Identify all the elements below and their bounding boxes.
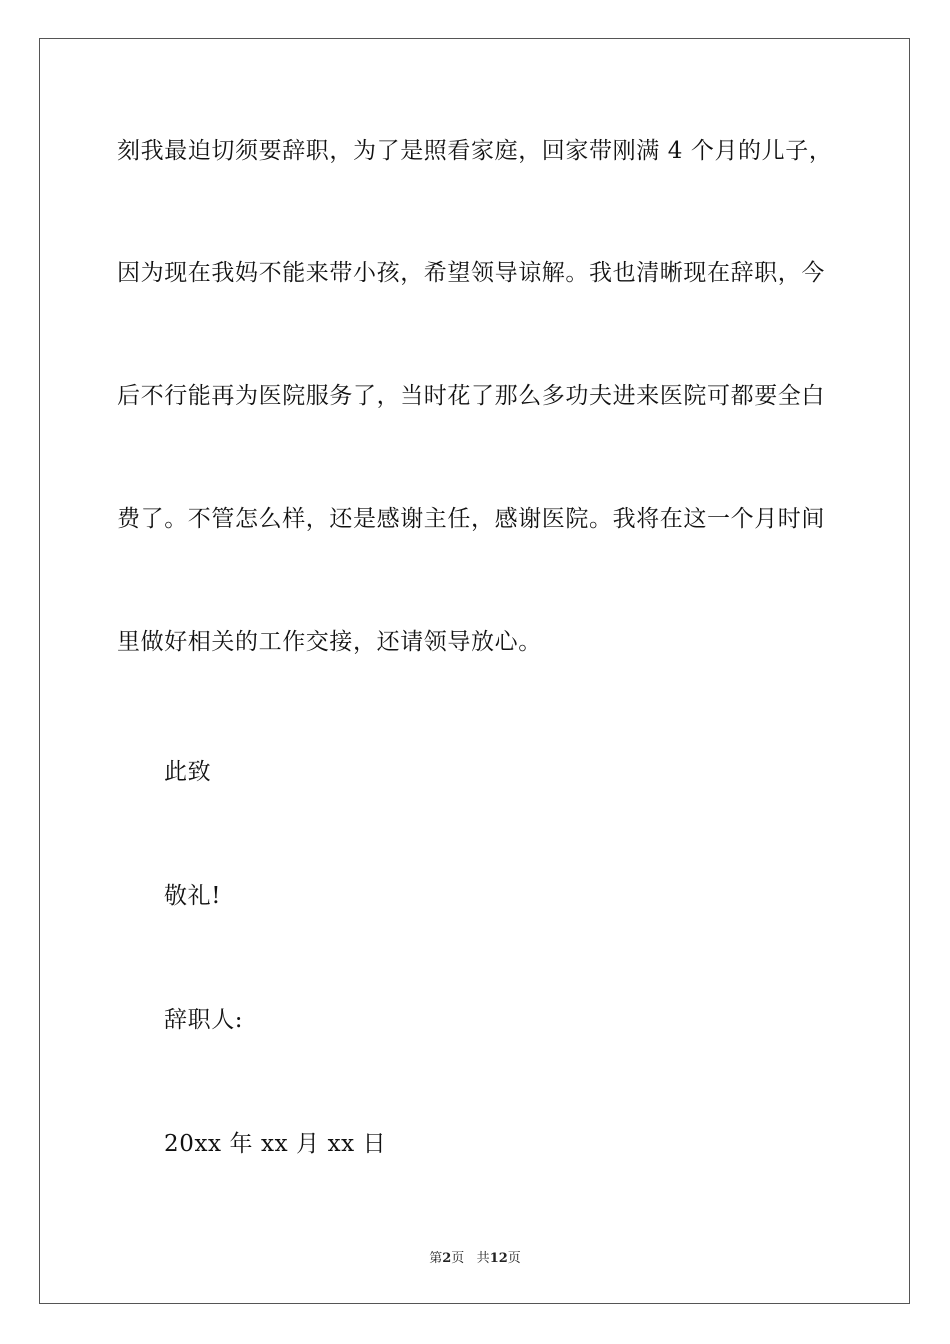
page-suffix: 页 <box>451 1251 465 1266</box>
total-prefix: 共 <box>476 1251 490 1266</box>
paragraph-line-1: 刻我最迫切须要辞职，为了是照看家庭，回家带刚满 4 个月的儿子， <box>117 138 833 164</box>
salutation: 此致 <box>164 759 212 785</box>
paragraph-line-5: 里做好相关的工作交接，还请领导放心。 <box>117 629 542 655</box>
total-pages: 12 <box>489 1251 508 1266</box>
page-frame <box>39 38 910 1304</box>
paragraph-line-2: 因为现在我妈不能来带小孩，希望领导谅解。我也清晰现在辞职，今 <box>117 260 825 286</box>
date: 20xx 年 xx 月 xx 日 <box>164 1131 387 1157</box>
signer-label: 辞职人: <box>164 1007 244 1033</box>
page-footer <box>0 1247 950 1266</box>
paragraph-line-4: 费了。不管怎么样，还是感谢主任，感谢医院。我将在这一个月时间 <box>117 506 825 532</box>
total-suffix: 页 <box>507 1251 521 1266</box>
page-number: 2 <box>442 1251 452 1266</box>
page-prefix: 第 <box>429 1251 443 1266</box>
regards: 敬礼! <box>164 883 222 909</box>
paragraph-line-3: 后不行能再为医院服务了，当时花了那么多功夫进来医院可都要全白 <box>117 383 825 409</box>
